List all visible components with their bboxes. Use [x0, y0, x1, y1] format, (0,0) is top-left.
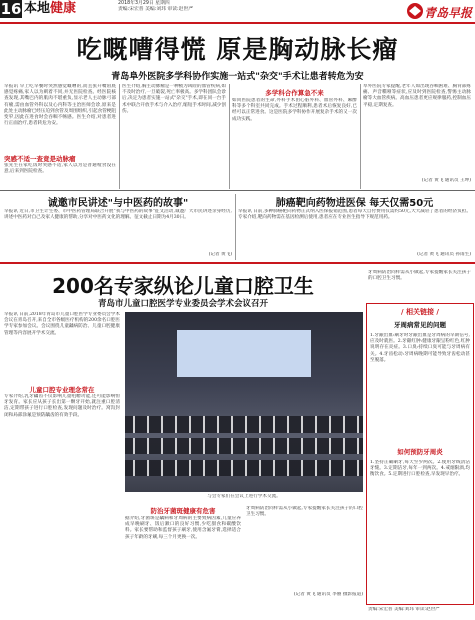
row2-left-byline: (记者 黄飞): [208, 252, 232, 257]
bottom-right-intro: 牙周病防治同样需从小做起,专家提醒家长关注孩子的口腔卫生习惯。: [368, 270, 471, 282]
conference-photo: [125, 312, 363, 492]
brand-name: 青岛早报: [423, 6, 472, 20]
related-box-text: 1.牙龈出血:刷牙时牙龈出血是牙周病的早期信号,应及时就医。2.牙龈红肿:健康牙龈呈粉红色,红肿说明存在炎症。3.口臭:持续口臭可能与牙周病有关。4.牙齿松动:牙周病晚期可能导致牙齿松动甚至脱落。: [370, 333, 470, 363]
audience-row: [125, 438, 363, 454]
bottom-lead: 早报讯 日前,2018年青岛市儿童口腔医学专业委员会学术会议在青岛召开,来自全市各级医疗机构的200余名口腔医学专家参加会议。会议围绕儿童龋病防治、儿童口腔健康管理等内容展开学术交流。: [4, 312, 120, 336]
divider: [235, 194, 236, 260]
page-number: 16: [0, 0, 22, 18]
related-box-subtitle-2: 如何预防牙周炎: [397, 448, 443, 456]
section-rule-red: [0, 262, 475, 264]
brand-mark-icon: [404, 2, 426, 20]
top-mid-text: 医生介绍,胸主动脉瘤是一种极为凶险的血管疾病,如不及时治疗,一旦破裂,死亡率极高。多学科团队会诊后,决定为患者实施一站式"杂交"手术,即在同一台手术中联合开放手术与介入治疗,缩短手术时间,减少创伤。: [122, 84, 226, 114]
row2-left-headline: 诚邀市民讲述"与中医药的故事": [47, 198, 189, 209]
audience-row: [125, 416, 363, 432]
top-sub2-text: 如同医院患者的生命,外科手术由心脏外科、血管外科、麻醉科等多个科室共同完成。手术过程顺利,患者术后恢复良好,已经可以正常进食。这是医院多学科协作开展复杂手术的又一次成功实践。: [232, 98, 357, 122]
divider: [229, 84, 230, 189]
page-header: [0, 0, 260, 22]
bottom-mid-text: 牙周病防治同样需从小做起,专家提醒家长关注孩子的口腔卫生习惯。: [246, 506, 363, 518]
bottom-sub2-text: 据介绍,牙菌斑是龋病和牙周病的主要致病因素,儿童应养成早晚刷牙、饭后漱口的良好习惯,少吃甜食和碳酸饮料。家长要帮助和监督孩子刷牙,使用含氟牙膏,选择适合孩子年龄的牙刷,每三个月更换一次。: [125, 516, 241, 540]
top-sub1-text: 张先生在家吃饭时突感不适,家人以为是普通噎食没在意,后来到医院检查。: [4, 163, 116, 175]
issue-date: 2018年3月29日 星期四: [118, 1, 170, 6]
header-rule: [0, 22, 475, 24]
editor-line: 责编:宋宏普 美编:刘玮 审读:赵世严: [118, 7, 194, 13]
bottom-subhead-1: 儿童口腔专业理念常在: [29, 386, 95, 394]
header-meta: [118, 1, 193, 14]
section-local: 本地: [24, 1, 51, 16]
row2-right-headline: 肺癌靶向药物进医保 每天仅需50元: [275, 198, 434, 209]
top-subhead-1: 突感不适一查竟是动脉瘤: [4, 155, 76, 163]
bottom-sub1-text: 专家介绍,乳牙龋齿不仅影响儿童咀嚼功能,还可能影响恒牙发育。家长应从孩子长出第一颗牙开始,就注重口腔清洁,定期带孩子进行口腔检查,发现问题及时治疗。窝沟封闭和局部涂氟是预防龋齿的有效手段。: [4, 394, 120, 418]
divider: [360, 84, 361, 189]
related-box-title: / 相关链接 /: [401, 308, 439, 316]
top-lead: 早报讯 早上吃早餐时突然感觉嘅嘈的,而且张开嘴唇底感觉疼痛,家人以为刺着不同,并无医院检查。经医院核查发现,其嘴巴内的肌肉不堪重负,显示老人主动脉弓部有瘤,需由血管外科以及心内科等主治医师会诊,原来是此处主动脉瘤已经压迫到食管及周围组织,引起食管梗阻变窄,因此在进食时会吞咽不畅感。医生介绍,对患者进行正面治疗,患者转危为安。: [4, 84, 116, 127]
row2-right-text: 早报讯 日前,多种肺癌靶向药物正式纳入医保报销范围,患者每天自付费用仅需约50元,大大减轻了患者的经济负担。专家介绍,靶向药物需在基因检测后使用,患者应在专业医生指导下规范用药。: [238, 209, 471, 221]
main-subhead: 青岛阜外医院多学科协作实施一站式"杂交"手术让患者转危为安: [111, 72, 364, 82]
divider: [119, 84, 120, 189]
top-byline: (记者 黄飞 通讯员 王坤): [421, 178, 471, 183]
section-title: [24, 1, 76, 17]
section-rule: [0, 190, 475, 191]
footer-editor: 责编:宋宏普 美编:刘玮 审读:赵世严: [368, 607, 440, 612]
audience-row: [125, 460, 363, 476]
related-box-text-2: 1.坚持正确刷牙,每天至少两次。2.使用牙线清洁牙缝。3.定期洁牙,每年一到两次。4.戒烟限酒,均衡饮食。5.定期进行口腔检查,早发现早治疗。: [370, 460, 470, 478]
row2-left-text: 早报讯 近日,市卫生计生委、市中医药管理局联合开展"我与中医药的故事"征文活动,诚邀广大市民讲述亲身经历,讲述中医药对自己及家人健康的帮助,分享对中医药文化的理解。征文截止日期为4月30日。: [4, 209, 232, 221]
related-link-box: [366, 303, 474, 605]
top-right-text: 阜外医院专家提醒,老年人如出现吞咽困难、胸背部疼痛、声音嘶哑等症状,应及时到医院检查,警惕主动脉瘤等大血管疾病。高血压患者更应规律服药,控制血压平稳,定期复查。: [363, 84, 471, 108]
bottom-byline: (记者 黄飞 通讯员 李丽 摄影报道): [293, 592, 363, 597]
bottom-subhead-2: 防治牙菌斑健康有危害: [150, 507, 216, 515]
related-box-subtitle: 牙周病常见的问题: [394, 321, 446, 329]
bottom-subhead: 青岛市儿童口腔医学专业委员会学术会议召开: [97, 299, 268, 309]
projector-screen: [177, 330, 310, 377]
photo-caption: 与会专家们在会议上进行学术交流。: [207, 494, 281, 499]
top-subhead-2: 多学科合作算急不来: [265, 89, 324, 97]
bottom-headline: 200名专家纵论儿童口腔卫生: [52, 274, 314, 298]
row2-right-byline: (记者 黄飞 通讯员 孙雨生): [417, 252, 471, 257]
section-health: 健康: [50, 1, 77, 16]
brand-logo: [392, 1, 472, 21]
main-headline: 吃嘅嘈得慌 原是胸动脉长瘤: [76, 35, 399, 64]
